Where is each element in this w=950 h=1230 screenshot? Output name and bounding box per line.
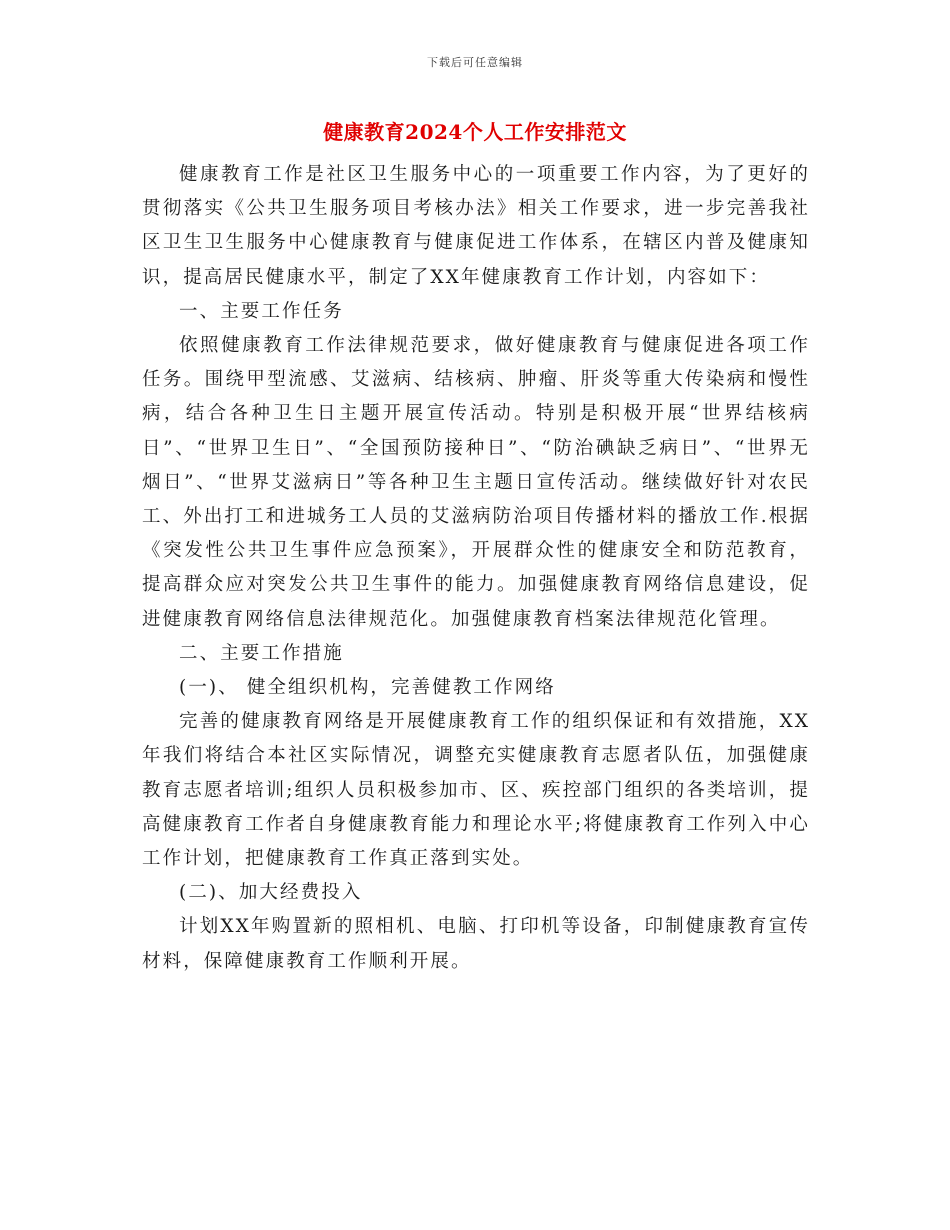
document-body [142, 158, 810, 979]
section-heading-tasks: 一、主要工作任务 [179, 300, 344, 322]
organization-paragraph: 完善的健康教育网络是开展健康教育工作的组织保证和有效措施，XX年我们将结合本社区实际情况，调整充实健康教育志愿者队伍，加强健康教育志愿者培训;组织人员积极参加市、区、疾控部门组织的各类培训，提高健康教育工作者自身健康教育能力和理论水平;将健康教育工作列入中心工作计划，把健康教育工作真正落到实处。 [142, 711, 810, 870]
subheading-funding: (二)、加大经费投入 [179, 882, 363, 904]
page-header-note: 下载后可任意编辑 [427, 56, 523, 69]
subheading-organization: (一)、 健全组织机构，完善健教工作网络 [179, 677, 556, 699]
funding-paragraph: 计划XX年购置新的照相机、电脑、打印机等设备，印制健康教育宣传材料，保障健康教育工作顺利开展。 [142, 916, 810, 972]
tasks-paragraph: 依照健康教育工作法律规范要求，做好健康教育与健康促进各项工作任务。围绕甲型流感、艾滋病、结核病、肿瘤、肝炎等重大传染病和慢性病，结合各种卫生日主题开展宣传活动。特别是积极开展“世界结核病日”、“世界卫生日”、“全国预防接种日”、“防治碘缺乏病日”、“世界无烟日”、“世界艾滋病日”等各种卫生主题日宣传活动。继续做好针对农民工、外出打工和进城务工人员的艾滋病防治项目传播材料的播放工作.根据《突发性公共卫生事件应急预案》，开展群众性的健康安全和防范教育，提高群众应对突发公共卫生事件的能力。加强健康教育网络信息建设，促进健康教育网络信息法律规范化。加强健康教育档案法律规范化管理。 [142, 335, 810, 630]
section-heading-measures: 二、主要工作措施 [179, 642, 344, 664]
intro-paragraph: 健康教育工作是社区卫生服务中心的一项重要工作内容，为了更好的贯彻落实《公共卫生服务项目考核办法》相关工作要求，进一步完善我社区卫生卫生服务中心健康教育与健康促进工作体系，在辖区内普及健康知识，提高居民健康水平，制定了XX年健康教育工作计划，内容如下： [142, 164, 810, 288]
document-title: 健康教育2024个人工作安排范文 [323, 120, 627, 144]
